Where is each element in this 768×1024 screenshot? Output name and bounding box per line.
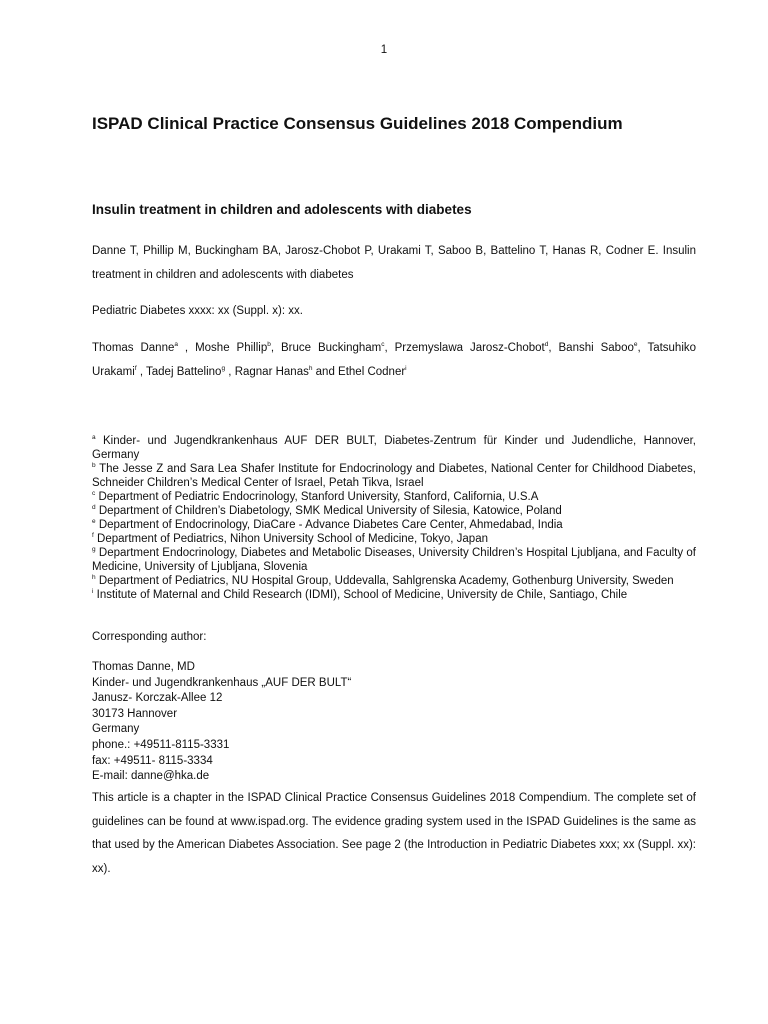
- contact-line: Kinder- und Jugendkrankenhaus „AUF DER BULT“: [92, 676, 352, 689]
- affiliation-text: Department of Endocrinology, DiaCare - Advance Diabetes Care Center, Ahmedabad, India: [95, 519, 563, 531]
- author-separator: ,: [136, 366, 147, 378]
- affiliation-marker: e: [92, 518, 96, 526]
- contact-line: Germany: [92, 723, 140, 736]
- author-name: Przemyslawa Jarosz-Chobot: [394, 342, 545, 354]
- affiliation-list: [92, 434, 696, 602]
- journal-reference: Pediatric Diabetes xxxx: xx (Suppl. x): xx.: [92, 305, 303, 317]
- author-affiliation-marker: g: [221, 365, 226, 373]
- contact-line: 30173 Hannover: [92, 707, 178, 720]
- contact-line: Thomas Danne, MD: [92, 661, 195, 673]
- affiliation-item: [92, 518, 696, 532]
- affiliation-text: The Jesse Z and Sara Lea Shafer Institute for Endocrinology and Diabetes, National Center for Childhood Diabetes, Schneider Children’s Medical Center of Israel, Petah Tikva, Israel: [92, 463, 696, 489]
- affiliation-text: Department of Pediatrics, NU Hospital Group, Uddevalla, Sahlgrenska Academy, Gothenburg University, Sweden: [95, 575, 674, 587]
- author-separator: ,: [225, 366, 235, 378]
- author-affiliation-marker: i: [405, 365, 407, 373]
- affiliation-marker: d: [92, 504, 96, 512]
- affiliation-item: [92, 574, 696, 588]
- author-name: Ragnar Hanas: [234, 366, 309, 378]
- citation: Danne T, Phillip M, Buckingham BA, Jarosz-Chobot P, Urakami T, Saboo B, Battelino T, Hanas R, Codner E. Insulin treatment in children and adolescents with diabetes: [92, 245, 696, 281]
- affiliation-text: Institute of Maternal and Child Research (IDMI), School of Medicine, University de Chile, Santiago, Chile: [93, 589, 628, 601]
- chapter-title: Insulin treatment in children and adolescents with diabetes: [92, 202, 472, 217]
- author-separator: ,: [178, 342, 196, 354]
- affiliation-text: Department of Children’s Diabetology, SMK Medical University of Silesia, Katowice, Poland: [95, 505, 562, 517]
- author-separator: ,: [384, 342, 395, 354]
- author-name: Banshi Saboo: [558, 342, 634, 354]
- author-name: Tadej Battelino: [146, 366, 222, 378]
- author-affiliation-marker: a: [174, 341, 178, 349]
- corresponding-author-contact: [92, 660, 351, 785]
- author-separator: ,: [548, 342, 559, 354]
- document-title: ISPAD Clinical Practice Consensus Guidelines 2018 Compendium: [92, 114, 623, 133]
- contact-line: phone.: +49511-8115-3331: [92, 738, 230, 751]
- affiliation-text: Department of Pediatric Endocrinology, Stanford University, Stanford, California, U.S.A: [95, 491, 539, 503]
- affiliation-item: [92, 490, 696, 504]
- author-list: [92, 336, 696, 384]
- author-separator: ,: [270, 342, 281, 354]
- author-name: Ethel Codner: [338, 366, 406, 378]
- affiliation-marker: i: [92, 588, 94, 596]
- affiliation-marker: g: [92, 546, 96, 554]
- author-name: Thomas Danne: [92, 342, 175, 354]
- author-name: Moshe Phillip: [195, 342, 268, 354]
- page-number: 1: [380, 44, 388, 56]
- contact-line: fax: +49511- 8115-3334: [92, 754, 213, 767]
- author-separator: ,: [637, 342, 648, 354]
- affiliation-text: Department Endocrinology, Diabetes and Metabolic Diseases, University Children’s Hospital Ljubljana, and Faculty of Medicine, University of Ljubljana, Slovenia: [92, 547, 696, 573]
- affiliation-item: [92, 532, 696, 546]
- affiliation-text: Department of Pediatrics, Nihon University School of Medicine, Tokyo, Japan: [93, 533, 488, 545]
- author-affiliation-marker: f: [134, 365, 137, 373]
- affiliation-item: [92, 546, 696, 574]
- affiliation-marker: b: [92, 462, 96, 470]
- author-affiliation-marker: b: [267, 341, 271, 349]
- affiliation-item: [92, 588, 696, 602]
- corresponding-author-heading: Corresponding author:: [92, 631, 207, 643]
- author-name: Bruce Buckingham: [280, 342, 382, 354]
- author-separator: and: [312, 366, 339, 378]
- author-affiliation-marker: h: [308, 365, 313, 373]
- author-affiliation-marker: e: [633, 341, 638, 349]
- contact-line: E-mail: danne@hka.de: [92, 770, 210, 783]
- contact-line: Janusz- Korczak-Allee 12: [92, 692, 223, 705]
- author-affiliation-marker: c: [381, 341, 385, 349]
- affiliation-marker: a: [92, 434, 96, 442]
- author-affiliation-marker: d: [544, 341, 549, 349]
- affiliation-item: [92, 462, 696, 490]
- affiliation-marker: h: [92, 574, 96, 582]
- compendium-note: This article is a chapter in the ISPAD Clinical Practice Consensus Guidelines 2018 Compendium. The complete set of guidelines can be found at www.ispad.org. The evidence grading system used in the ISPAD Guidelines is the same as that used by the American Diabetes Association. See page 2 (the Introduction in Pediatric Diabetes xxx; xx (Suppl. xx): xx).: [92, 792, 696, 875]
- author-name: Tatsuhiko Urakami: [92, 342, 697, 378]
- affiliation-item: [92, 504, 696, 518]
- affiliation-marker: c: [92, 490, 96, 498]
- affiliation-item: [92, 434, 696, 462]
- affiliation-text: Kinder- und Jugendkrankenhaus AUF DER BULT, Diabetes-Zentrum für Kinder und Judendliche, Hannover, Germany: [92, 435, 696, 461]
- affiliation-marker: f: [92, 532, 94, 540]
